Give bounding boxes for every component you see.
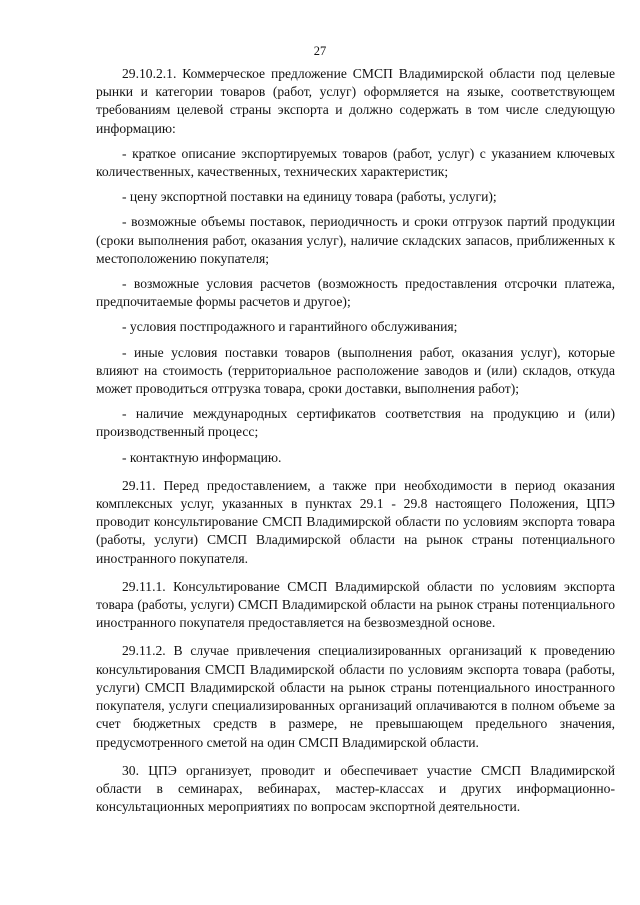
list-item-contacts: - контактную информацию.	[122, 449, 282, 465]
paragraph-29-11-1: 29.11.1. Консультирование СМСП Владимирской области по условиям экспорта товара (работы, услуги) СМСП Владимирской области на рынок страны потенциального иностранного покупателя предоставляется на безвозмездной основе.	[96, 578, 615, 631]
list-item-price: - цену экспортной поставки на единицу товара (работы, услуги);	[122, 189, 497, 205]
paragraph-30: 30. ЦПЭ организует, проводит и обеспечивает участие СМСП Владимирской области в семинарах, вебинарах, мастер-классах и других информационно-консультационных мероприятиях по вопросам экспортной деятельности.	[96, 762, 615, 815]
list-item-description: - краткое описание экспортируемых товаров (работ, услуг) с указанием ключевых количественных, качественных, технических характеристик;	[96, 145, 615, 180]
list-item-certificates: - наличие международных сертификатов соответствия на продукцию и (или) производственный процесс;	[96, 406, 615, 440]
paragraph-29-10-2-1: 29.10.2.1. Коммерческое предложение СМСП Владимирской области под целевые рынки и категории товаров (работ, услуг) оформляется на языке, соответствующем требованиям целевой страны экспорта и должно содержать в том числе следующую информацию:	[96, 66, 615, 136]
list-item-service-terms: - условия постпродажного и гарантийного обслуживания;	[122, 319, 458, 335]
list-item-other-terms: - иные условия поставки товаров (выполнения работ, оказания услуг), которые влияют на стоимость (территориальное расположение заводов и (или) складов, откуда может проводиться отгрузка товара, сроки доставки, выполнения работ);	[96, 344, 615, 397]
list-item-volumes: - возможные объемы поставок, периодичность и сроки отгрузок партий продукции (сроки выполнения работ, оказания услуг), наличие складских запасов, приближенных к местоположению покупателя;	[96, 214, 615, 266]
paragraph-29-11-2: 29.11.2. В случае привлечения специализированных организаций к проведению консультирования СМСП Владимирской области по условиям экспорта товара (работы, услуги) СМСП Владимирской области на рынок страны потенциального иностранного покупателя, услуги специализированных организаций оплачиваются в полном объеме за счет бюджетных средств в размере, не превышающем предельного значения, предусмотренного сметой на один СМСП Владимирской области.	[96, 643, 615, 750]
paragraph-29-11: 29.11. Перед предоставлением, а также при необходимости в период оказания комплексных услуг, указанных в пунктах 29.1 - 29.8 настоящего Положения, ЦПЭ проводит консультирование СМСП Владимирской области по условиям экспорта товара (работы, услуги) СМСП Владимирской области на рынок страны потенциального иностранного покупателя.	[96, 477, 615, 566]
list-item-payment-terms: - возможные условия расчетов (возможность предоставления отсрочки платежа, предпочитаемые формы расчетов и другое);	[96, 276, 615, 310]
page-number: 27	[313, 44, 327, 58]
document-body	[96, 65, 615, 823]
